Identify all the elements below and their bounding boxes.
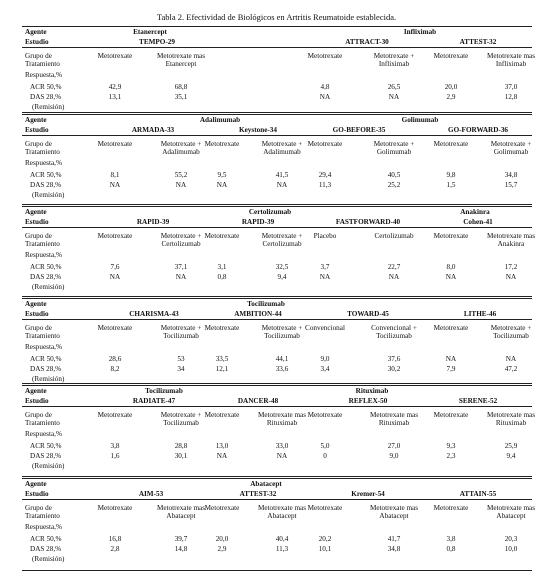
treatment-group: Convencional xyxy=(305,324,345,332)
das-value: 9,0 xyxy=(389,452,399,460)
das-value: 2,9 xyxy=(217,545,227,553)
treatment-group: Metotrexate xyxy=(433,140,469,148)
treatment-group: Metotrexate xyxy=(204,324,240,332)
treatment-group: Metotrexate xyxy=(204,504,240,512)
acr-value: 37,0 xyxy=(504,83,518,91)
acr-value: 33,0 xyxy=(275,442,289,450)
table-rule xyxy=(22,478,532,479)
group-row-label: Grupo de Tratamiento xyxy=(25,324,60,341)
treatment-group: Metotrexate + Adalimumab xyxy=(261,140,303,157)
das-value: 35,1 xyxy=(174,93,188,101)
table-rule xyxy=(22,298,532,299)
das-value: NA xyxy=(505,273,517,281)
treatment-group: Metotrexate xyxy=(97,504,133,512)
das-value: 11,3 xyxy=(318,181,332,189)
das-value: NA xyxy=(388,273,400,281)
treatment-group: Metotrexate mas Etanercept xyxy=(156,52,206,69)
remission-row-label: (Remisión) xyxy=(32,375,65,383)
treatment-group: Metotrexate mas Infliximab xyxy=(486,52,536,69)
study-name: Keystone-34 xyxy=(239,126,277,134)
das-value: 30,2 xyxy=(387,365,401,373)
das-row-label: DAS 28,% xyxy=(30,181,62,189)
treatment-group: Metotrexate xyxy=(97,52,133,60)
agent-row-label: Agente xyxy=(25,116,47,124)
group-row-label: Grupo de Tratamiento xyxy=(25,232,60,249)
treatment-group: Metotrexate xyxy=(433,504,469,512)
treatment-group: Metotrexate + Tocilizumab xyxy=(160,324,202,341)
group-row-label: Grupo de Tratamiento xyxy=(25,411,60,428)
das-value: 34,8 xyxy=(387,545,401,553)
acr-row-label: ACR 50,% xyxy=(30,171,62,179)
das-value: NA xyxy=(276,452,288,460)
study-name: ATTRACT-30 xyxy=(345,38,389,46)
acr-value: 9,8 xyxy=(446,171,456,179)
acr-value: 40,5 xyxy=(387,171,401,179)
treatment-group: Metotrexate + Adalimumab xyxy=(160,140,202,157)
table-rule xyxy=(22,296,532,297)
table-caption: Tabla 2. Efectividad de Biológicos en Artritis Reumatoide establecida. xyxy=(156,12,397,22)
study-name: AIM-53 xyxy=(138,490,164,498)
agent-row-label: Agente xyxy=(25,480,47,488)
treatment-group: Metotrexate + Certolizumab xyxy=(160,232,202,249)
das-value: 9,4 xyxy=(506,452,516,460)
acr-row-label: ACR 50,% xyxy=(30,535,62,543)
study-row-label: Estudio xyxy=(25,490,49,498)
das-value: NA xyxy=(276,181,288,189)
study-name: DANCER-48 xyxy=(237,397,279,405)
das-value: 0,8 xyxy=(446,545,456,553)
treatment-group: Metotrexate xyxy=(97,232,133,240)
treatment-group: Metotrexate xyxy=(97,324,133,332)
acr-value: 3,7 xyxy=(320,263,330,271)
treatment-group: Metotrexate mas Abatacept xyxy=(369,504,419,521)
das-value: 0,8 xyxy=(217,273,227,281)
das-value: NA xyxy=(109,181,121,189)
agent-row-label: Agente xyxy=(25,300,47,308)
study-name: RAPID-39 xyxy=(136,218,170,226)
response-row-label: Respuesta,% xyxy=(25,430,62,438)
remission-row-label: (Remisión) xyxy=(32,103,65,111)
das-row-label: DAS 28,% xyxy=(30,93,62,101)
table-rule xyxy=(22,385,532,386)
remission-row-label: (Remisión) xyxy=(32,283,65,291)
das-value: NA xyxy=(388,93,400,101)
treatment-group: Metotrexate xyxy=(204,411,240,419)
acr-value: 8,1 xyxy=(110,171,120,179)
acr-value: 3,8 xyxy=(446,535,456,543)
treatment-group: Metotrexate xyxy=(307,140,343,148)
acr-value: 39,7 xyxy=(174,535,188,543)
study-row-label: Estudio xyxy=(25,38,49,46)
acr-value: 20,0 xyxy=(444,83,458,91)
treatment-group: Metotrexate + Tocilizumab xyxy=(490,324,532,341)
acr-value: 8,0 xyxy=(446,263,456,271)
das-value: 8,2 xyxy=(110,365,120,373)
das-value: 2,8 xyxy=(110,545,120,553)
table-rule xyxy=(22,499,532,500)
das-value: 33,6 xyxy=(275,365,289,373)
treatment-group: Metotrexate xyxy=(204,232,240,240)
study-name: Kremer-54 xyxy=(351,490,385,498)
remission-row-label: (Remisión) xyxy=(32,555,65,563)
das-value: 15,7 xyxy=(504,181,518,189)
acr-value: 28,6 xyxy=(108,355,122,363)
acr-value: 32,5 xyxy=(275,263,289,271)
agent-row-label: Agente xyxy=(25,208,47,216)
table-rule xyxy=(22,227,532,228)
study-name: GO-BEFORE-35 xyxy=(332,126,386,134)
group-row-label: Grupo de Tratamiento xyxy=(25,140,60,157)
acr-value: 41,5 xyxy=(275,171,289,179)
agent-name: Anakinra xyxy=(460,208,490,216)
treatment-group: Metotrexate xyxy=(307,411,343,419)
treatment-group: Certolizumab xyxy=(374,232,414,240)
das-value: 3,4 xyxy=(320,365,330,373)
table-rule xyxy=(22,570,532,571)
das-value: 1,6 xyxy=(110,452,120,460)
das-value: NA xyxy=(109,273,121,281)
acr-value: 27,0 xyxy=(387,442,401,450)
study-name: Cohen-41 xyxy=(463,218,493,226)
study-name: GO-FORWARD-36 xyxy=(447,126,509,134)
agent-name: Rituximab xyxy=(355,387,389,395)
acr-value: 40,4 xyxy=(275,535,289,543)
treatment-group: Metotrexate mas Abatacept xyxy=(156,504,206,521)
acr-row-label: ACR 50,% xyxy=(30,83,62,91)
treatment-group: Metotrexate xyxy=(204,140,240,148)
acr-value: 9,0 xyxy=(320,355,330,363)
das-value: 14,8 xyxy=(174,545,188,553)
acr-value: 22,7 xyxy=(387,263,401,271)
table-rule xyxy=(22,319,532,320)
acr-value: 5,0 xyxy=(320,442,330,450)
das-value: NA xyxy=(175,273,187,281)
table-rule xyxy=(22,406,532,407)
acr-value: 37,1 xyxy=(174,263,188,271)
agent-row-label: Agente xyxy=(25,28,47,36)
das-value: 9,4 xyxy=(277,273,287,281)
study-name: ARMADA-33 xyxy=(131,126,175,134)
acr-value: 20,2 xyxy=(318,535,332,543)
das-row-label: DAS 28,% xyxy=(30,365,62,373)
treatment-group: Metotrexate + Golimumab xyxy=(373,140,415,157)
treatment-group: Metotrexate mas Rituximab xyxy=(369,411,419,428)
acr-value: 13,0 xyxy=(215,442,229,450)
das-value: 10,0 xyxy=(504,545,518,553)
acr-value: 29,4 xyxy=(318,171,332,179)
treatment-group: Metotrexate + Certolizumab xyxy=(261,232,303,249)
response-row-label: Respuesta,% xyxy=(25,71,62,79)
table-rule xyxy=(22,204,532,205)
das-value: 12,1 xyxy=(215,365,229,373)
table-rule xyxy=(22,206,532,207)
table-rule xyxy=(22,112,532,113)
acr-row-label: ACR 50,% xyxy=(30,355,62,363)
acr-value: 41,7 xyxy=(387,535,401,543)
agent-name: Abatacept xyxy=(250,480,282,488)
study-name: FASTFORWARD-40 xyxy=(335,218,401,226)
acr-row-label: ACR 50,% xyxy=(30,442,62,450)
treatment-group: Metotrexate mas Abatacept xyxy=(257,504,307,521)
table-rule xyxy=(22,476,532,477)
das-value: NA xyxy=(216,181,228,189)
table-rule xyxy=(22,26,532,27)
das-value: 47,2 xyxy=(504,365,518,373)
group-row-label: Grupo de Tratamiento xyxy=(25,52,60,69)
study-name: AMBITION-44 xyxy=(234,310,282,318)
acr-value: 7,6 xyxy=(110,263,120,271)
acr-row-label: ACR 50,% xyxy=(30,263,62,271)
acr-value: 20,3 xyxy=(504,535,518,543)
study-name: ATTEST-32 xyxy=(239,490,277,498)
treatment-group: Metotrexate xyxy=(433,52,469,60)
response-row-label: Respuesta,% xyxy=(25,343,62,351)
treatment-group: Metotrexate xyxy=(433,411,469,419)
agent-name: Golimumab xyxy=(401,116,439,124)
das-row-label: DAS 28,% xyxy=(30,545,62,553)
study-name: SERENE-52 xyxy=(458,397,498,405)
das-value: 10,1 xyxy=(318,545,332,553)
treatment-group: Metotrexate xyxy=(307,504,343,512)
treatment-group: Placebo xyxy=(313,232,337,240)
study-name: LITHE-46 xyxy=(463,310,497,318)
acr-value: 28,8 xyxy=(174,442,188,450)
study-row-label: Estudio xyxy=(25,310,49,318)
acr-value: 9,5 xyxy=(217,171,227,179)
das-row-label: DAS 28,% xyxy=(30,452,62,460)
agent-name: Certolizumab xyxy=(248,208,292,216)
das-value: NA xyxy=(175,181,187,189)
response-row-label: Respuesta,% xyxy=(25,523,62,531)
acr-value: 3,1 xyxy=(217,263,227,271)
das-value: 34 xyxy=(177,365,185,373)
acr-value: 4,8 xyxy=(320,83,330,91)
das-value: NA xyxy=(216,452,228,460)
treatment-group: Metotrexate mas Anakinra xyxy=(486,232,536,249)
treatment-group: Metotrexate xyxy=(433,232,469,240)
treatment-group: Metotrexate xyxy=(97,411,133,419)
das-value: NA xyxy=(319,273,331,281)
study-name: RAPID-39 xyxy=(241,218,275,226)
acr-value: 37,6 xyxy=(387,355,401,363)
acr-value: 33,5 xyxy=(215,355,229,363)
das-value: 13,1 xyxy=(108,93,122,101)
treatment-group: Metotrexate + Tocilizumab xyxy=(261,324,303,341)
acr-value: 34,8 xyxy=(504,171,518,179)
acr-value: 44,1 xyxy=(275,355,289,363)
acr-value: 55,2 xyxy=(174,171,188,179)
study-name: CHARISMA-43 xyxy=(129,310,179,318)
treatment-group: Metotrexate + Tocilizumab xyxy=(160,411,202,428)
study-name: TOWARD-45 xyxy=(347,310,389,318)
acr-value: 26,5 xyxy=(387,83,401,91)
table-rule xyxy=(22,383,532,384)
acr-value: 9,3 xyxy=(446,442,456,450)
das-value: 0 xyxy=(323,452,327,460)
agent-name: Adalimumab xyxy=(199,116,241,124)
treatment-group: Metotrexate xyxy=(433,324,469,332)
agent-name: Tocilizumab xyxy=(145,387,183,395)
study-name: TEMPO-29 xyxy=(139,38,175,46)
treatment-group: Metotrexate xyxy=(97,140,133,148)
acr-value: 3,8 xyxy=(110,442,120,450)
response-row-label: Respuesta,% xyxy=(25,159,62,167)
study-name: ATTEST-32 xyxy=(459,38,497,46)
agent-name: Etanercept xyxy=(133,28,167,36)
das-value: NA xyxy=(445,273,457,281)
das-value: 1,5 xyxy=(446,181,456,189)
acr-value: 16,8 xyxy=(108,535,122,543)
treatment-group: Metotrexate mas Rituximab xyxy=(257,411,307,428)
group-row-label: Grupo de Tratamiento xyxy=(25,504,60,521)
acr-value: 42,9 xyxy=(108,83,122,91)
study-row-label: Estudio xyxy=(25,218,49,226)
acr-value: NA xyxy=(445,355,457,363)
study-row-label: Estudio xyxy=(25,126,49,134)
treatment-group: Metotrexate xyxy=(307,52,343,60)
study-row-label: Estudio xyxy=(25,397,49,405)
treatment-group: Metotrexate + Infliximab xyxy=(373,52,415,69)
treatment-group: Metotrexate + Golimumab xyxy=(490,140,532,157)
table-rule xyxy=(22,135,532,136)
agent-name: Infliximab xyxy=(403,28,437,36)
das-value: 7,9 xyxy=(446,365,456,373)
acr-value: NA xyxy=(505,355,517,363)
das-value: 11,3 xyxy=(275,545,289,553)
agent-name: Tocilizumab xyxy=(247,300,285,308)
acr-value: 68,8 xyxy=(174,83,188,91)
study-name: ATTAIN-55 xyxy=(459,490,497,498)
treatment-group: Metotrexate mas Abatacept xyxy=(486,504,536,521)
agent-row-label: Agente xyxy=(25,387,47,395)
das-row-label: DAS 28,% xyxy=(30,273,62,281)
das-value: 2,9 xyxy=(446,93,456,101)
acr-value: 20,0 xyxy=(215,535,229,543)
remission-row-label: (Remisión) xyxy=(32,462,65,470)
acr-value: 25,9 xyxy=(504,442,518,450)
das-value: 25,2 xyxy=(387,181,401,189)
study-name: RADIATE-47 xyxy=(132,397,176,405)
response-row-label: Respuesta,% xyxy=(25,251,62,259)
das-value: 2,3 xyxy=(446,452,456,460)
remission-row-label: (Remisión) xyxy=(32,191,65,199)
das-value: NA xyxy=(319,93,331,101)
acr-value: 17,2 xyxy=(504,263,518,271)
treatment-group: Convencional + Tocilizumab xyxy=(371,324,417,341)
das-value: 30,1 xyxy=(174,452,188,460)
study-name: REFLEX-50 xyxy=(348,397,388,405)
acr-value: 53 xyxy=(177,355,185,363)
table-rule xyxy=(22,114,532,115)
das-value: 12,8 xyxy=(504,93,518,101)
treatment-group: Metotrexate mas Rituximab xyxy=(486,411,536,428)
table-rule xyxy=(22,47,532,48)
